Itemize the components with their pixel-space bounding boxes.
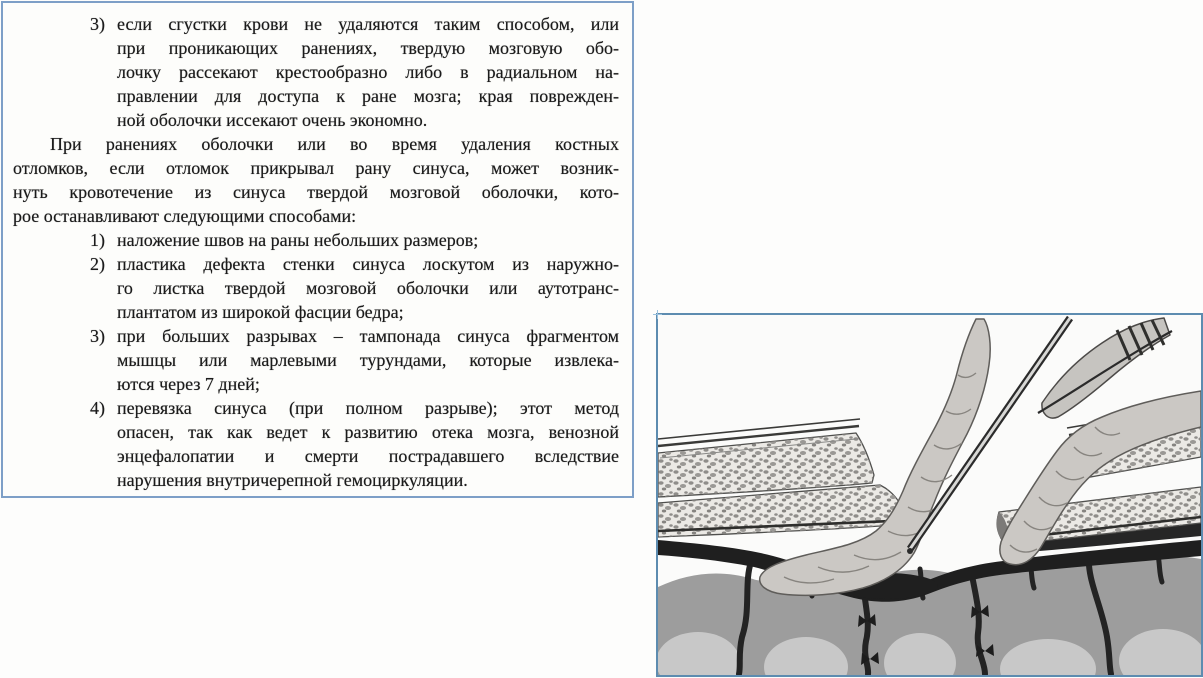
- text-line: лочку рассекают крестообразно либо в радиальном на-: [117, 62, 619, 82]
- text-line: 2) пластика дефекта стенки синуса лоскутом из наружно-: [90, 254, 619, 274]
- text-line: 4) перевязка синуса (при полном разрыве); этот метод: [90, 398, 619, 418]
- text-line: При ранениях оболочки или во время удаления костных: [50, 134, 619, 154]
- text-line: 1) наложение швов на раны небольших размеров;: [90, 230, 479, 250]
- text-line: плантатом из широкой фасции бедра;: [117, 302, 404, 322]
- text-frame: [1, 1, 634, 498]
- text-line: рое останавливают следующими способами:: [13, 206, 357, 226]
- text-line: 3) если сгустки крови не удаляются таким способом, или: [90, 14, 619, 34]
- text-line: нуть кровотечение из синуса твердой мозговой оболочки, кото-: [13, 182, 619, 202]
- list-number: 2): [90, 254, 105, 274]
- text-line: нарушения внутричерепной гемоциркуляции.: [117, 470, 468, 490]
- text-line: отломков, если отломок прикрывал рану синуса, может возник-: [13, 158, 619, 178]
- text-box-content: [13, 12, 619, 492]
- list-number: 4): [90, 398, 105, 418]
- text-line: опасен, так как ведет к развитию отека мозга, венозной: [117, 422, 619, 442]
- text-line: ной оболочки иссекают очень экономно.: [117, 110, 428, 130]
- text-line: ются через 7 дней;: [117, 374, 260, 394]
- figure-frame: [656, 313, 1203, 677]
- list-number: 1): [90, 230, 105, 250]
- text-line: энцефалопатии и смерти пострадавшего вследствие: [117, 446, 619, 466]
- text-line: мышцы или марлевыми турундами, которые извлека-: [117, 350, 619, 370]
- list-number: 3): [90, 14, 105, 34]
- text-line: го листка твердой мозговой оболочки или аутотранс-: [117, 278, 619, 298]
- surgical-illustration: [658, 315, 1201, 675]
- text-line: 3) при больших разрывах – тампонада синуса фрагментом: [90, 326, 619, 346]
- text-line: при проникающих ранениях, твердую мозговую обо-: [117, 38, 619, 58]
- list-number: 3): [90, 326, 105, 346]
- text-line: правлении для доступа к ране мозга; края поврежден-: [117, 86, 619, 106]
